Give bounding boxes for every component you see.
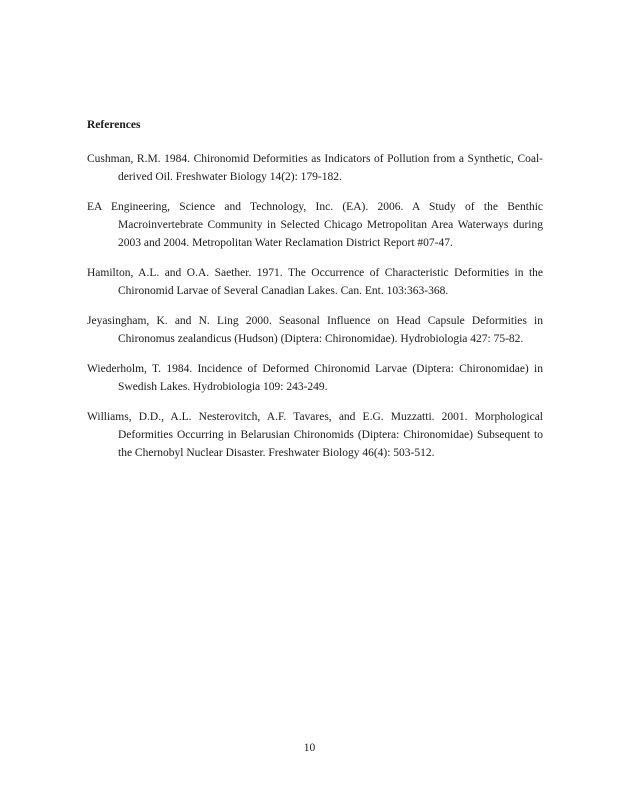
reference-entry: EA Engineering, Science and Technology, Inc. (EA). 2006. A Study of the Benthic Macroinvertebrate Community in Selected Chicago Metropolitan Area Waterways during 2003 and 2004. Metropolitan Water Reclamation District Report #07-47. bbox=[87, 201, 543, 249]
reference-entry: Jeyasingham, K. and N. Ling 2000. Seasonal Influence on Head Capsule Deformities in Chironomus zealandicus (Hudson) (Diptera: Chironomidae). Hydrobiologia 427: 75-82. bbox=[87, 315, 543, 345]
reference-entry: Cushman, R.M. 1984. Chironomid Deformities as Indicators of Pollution from a Synthetic, Coal-derived Oil. Freshwater Biology 14(2): 179-182. bbox=[87, 153, 543, 183]
reference-entry: Wiederholm, T. 1984. Incidence of Deformed Chironomid Larvae (Diptera: Chironomidae) in Swedish Lakes. Hydrobiologia 109: 243-249. bbox=[87, 363, 543, 393]
reference-list bbox=[87, 150, 543, 474]
page-number: 10 bbox=[303, 742, 316, 754]
references-heading: References bbox=[87, 119, 141, 131]
reference-entry: Williams, D.D., A.L. Nesterovitch, A.F. Tavares, and E.G. Muzzatti. 2001. Morphological Deformities Occurring in Belarusian Chironomids (Diptera: Chironomidae) Subsequent to the Chernobyl Nuclear Disaster. Freshwater Biology 46(4): 503-512. bbox=[87, 411, 543, 459]
reference-entry: Hamilton, A.L. and O.A. Saether. 1971. The Occurrence of Characteristic Deformities in the Chironomid Larvae of Several Canadian Lakes. Can. Ent. 103:363-368. bbox=[87, 267, 543, 297]
